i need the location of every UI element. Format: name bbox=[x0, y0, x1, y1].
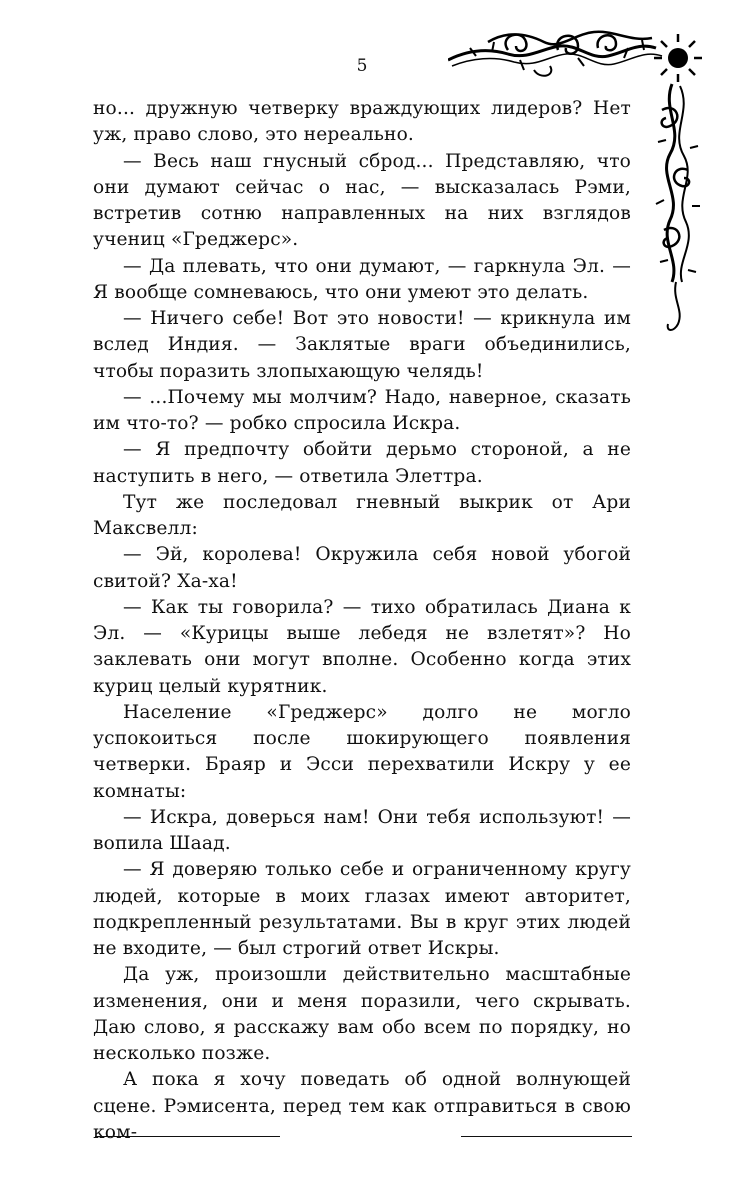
body-text bbox=[93, 96, 631, 1146]
paragraph: но... дружную четверку враждующих лидеров? Нет уж, право слово, это нереально. bbox=[93, 98, 631, 146]
paragraph: — Как ты говорила? — тихо обратилась Диана к Эл. — «Курицы выше лебедя не взлетят»? Но заклевать они могут вполне. Особенно когда этих куриц целый курятник. bbox=[93, 596, 631, 697]
footer-rule-right bbox=[461, 1136, 632, 1137]
paragraph: — Да плевать, что они думают, — гаркнула Эл. — Я вообще сомневаюсь, что они умеют это делать. bbox=[93, 255, 631, 303]
paragraph: — ...Почему мы молчим? Надо, наверное, сказать им что-то? — робко спросила Искра. bbox=[93, 386, 631, 434]
paragraph: А пока я хочу поведать об одной волнующей сцене. Рэмисента, перед тем как отправиться в свою ком- bbox=[93, 1069, 631, 1143]
paragraph: Да уж, произошли действительно масштабные изменения, они и меня поразили, чего скрывать. Даю слово, я расскажу вам обо всем по порядку, но несколько позже. bbox=[93, 964, 631, 1064]
page-number: 5 bbox=[356, 56, 368, 76]
paragraph: — Весь наш гнусный сброд... Представляю, что они думают сейчас о нас, — высказалась Рэми, встретив сотню направленных на них взглядов учениц «Греджерс». bbox=[93, 150, 631, 251]
paragraph: — Я предпочту обойти дерьмо стороной, а не наступить в него, — ответила Элеттра. bbox=[93, 439, 631, 487]
paragraph: — Ничего себе! Вот это новости! — крикнула им вслед Индия. — Заклятые враги объединились, чтобы поразить злопыхающую челядь! bbox=[93, 308, 631, 382]
paragraph: Тут же последовал гневный выкрик от Ари Максвелл: bbox=[93, 491, 631, 539]
paragraph: — Искра, доверься нам! Они тебя используют! — вопила Шаад. bbox=[93, 806, 631, 854]
paragraph: — Эй, королева! Окружила себя новой убогой свитой? Ха-ха! bbox=[93, 544, 631, 592]
footer-rule-left bbox=[95, 1136, 280, 1137]
paragraph: — Я доверяю только себе и ограниченному кругу людей, которые в моих глазах имеют авторитет, подкрепленный результатами. Вы в круг этих людей не входите, — был строгий ответ Искры. bbox=[93, 859, 631, 959]
paragraph: Население «Греджерс» долго не могло успокоиться после шокирующего появления четверки. Браяр и Эсси перехватили Искру у ее комнаты: bbox=[93, 701, 631, 802]
